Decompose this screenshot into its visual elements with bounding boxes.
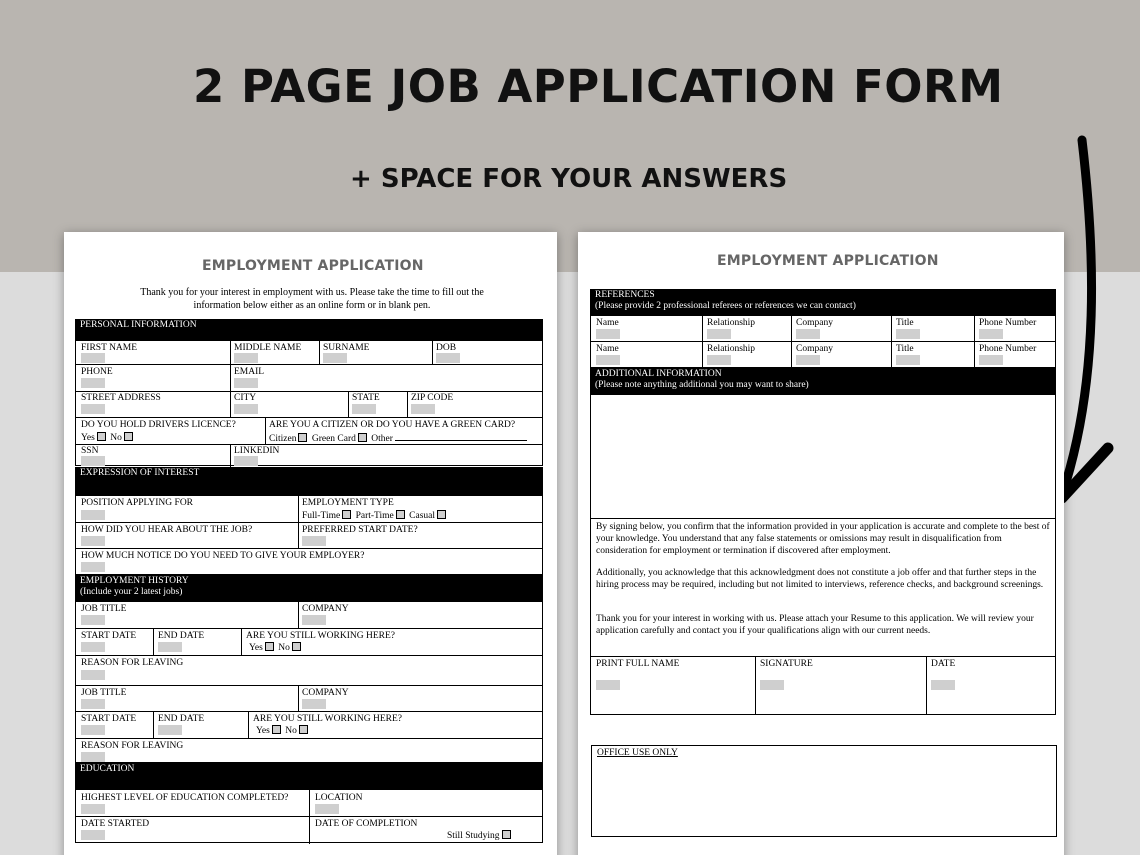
section-sublabel: (Include your 2 latest jobs) <box>80 587 183 597</box>
ssn-label: SSN <box>81 446 99 456</box>
casual-label: Casual <box>409 511 435 521</box>
position-field[interactable] <box>81 510 105 520</box>
start-date-1-label: START DATE <box>81 631 137 641</box>
ref-2-phone-field[interactable] <box>979 355 1003 365</box>
section-label: EDUCATION <box>80 764 135 774</box>
company-1-field[interactable] <box>302 615 326 625</box>
location-field[interactable] <box>315 804 339 814</box>
references-table <box>590 315 1056 368</box>
reason-leaving-2-field[interactable] <box>81 752 105 762</box>
location-label: LOCATION <box>315 793 363 803</box>
notice-label: HOW MUCH NOTICE DO YOU NEED TO GIVE YOUR EMPLOYER? <box>81 551 365 561</box>
state-field[interactable] <box>352 404 376 414</box>
hear-about-label: HOW DID YOU HEAR ABOUT THE JOB? <box>81 525 253 535</box>
yes-label: Yes <box>81 433 95 443</box>
job-title-1-label: JOB TITLE <box>81 604 127 614</box>
ref-1-phone-label: Phone Number <box>979 318 1037 328</box>
position-label: POSITION APPLYING FOR <box>81 498 194 508</box>
surname-field[interactable] <box>323 353 347 363</box>
no-label: No <box>110 433 122 443</box>
street-address-field[interactable] <box>81 404 105 414</box>
still-working-2-options <box>256 725 310 737</box>
street-address-label: STREET ADDRESS <box>81 393 161 403</box>
still-studying-option <box>447 830 513 842</box>
still-working-2-label: ARE YOU STILL WORKING HERE? <box>253 714 402 724</box>
city-label: CITY <box>234 393 257 403</box>
licence-question: DO YOU HOLD DRIVERS LICENCE? <box>81 420 236 430</box>
other-label: Other <box>371 434 393 444</box>
licence-yes-checkbox[interactable] <box>97 432 106 441</box>
highest-education-field[interactable] <box>81 804 105 814</box>
ref-2-title-label: Title <box>896 344 914 354</box>
employment-type-options <box>302 510 448 522</box>
ref-1-phone-field[interactable] <box>979 329 1003 339</box>
ref-1-title-label: Title <box>896 318 914 328</box>
still-working-1-label: ARE YOU STILL WORKING HERE? <box>246 631 395 641</box>
section-label: ADDITIONAL INFORMATION <box>595 369 722 379</box>
declaration-paragraph-2: Additionally, you acknowledge that this acknowledgment does not constitute a job offer and that further steps in the hiring process may be required, including but not limited to interviews, reference checks, and background screenings. <box>596 568 1044 590</box>
job-title-1-field[interactable] <box>81 615 105 625</box>
application-page-1 <box>64 232 557 855</box>
reason-leaving-1-label: REASON FOR LEAVING <box>81 658 184 668</box>
employment-type-label: EMPLOYMENT TYPE <box>302 498 394 508</box>
yes-label: Yes <box>249 643 263 653</box>
part-time-checkbox[interactable] <box>396 510 405 519</box>
date-completion-label: DATE OF COMPLETION <box>315 819 418 829</box>
office-use-box <box>591 745 1057 837</box>
subline: + SPACE FOR YOUR ANSWERS <box>350 164 788 194</box>
email-field[interactable] <box>234 378 258 388</box>
date-label: DATE <box>931 659 956 669</box>
section-sublabel: (Please note anything additional you may want to share) <box>595 380 809 390</box>
job-title-2-field[interactable] <box>81 699 105 709</box>
yes-label: Yes <box>256 726 270 736</box>
section-expression-of-interest <box>75 467 543 495</box>
company-2-field[interactable] <box>302 699 326 709</box>
ref-2-title-field[interactable] <box>896 355 920 365</box>
zip-code-label: ZIP CODE <box>411 393 454 403</box>
section-education <box>75 763 543 789</box>
start-date-1-field[interactable] <box>81 642 105 652</box>
citizen-options <box>269 432 527 445</box>
ref-1-name-field[interactable] <box>596 329 620 339</box>
date-started-field[interactable] <box>81 830 105 840</box>
full-time-checkbox[interactable] <box>342 510 351 519</box>
reason-leaving-2-label: REASON FOR LEAVING <box>81 741 184 751</box>
still-working-2-no-checkbox[interactable] <box>299 725 308 734</box>
no-label: No <box>285 726 297 736</box>
zip-code-field[interactable] <box>411 404 435 414</box>
section-label: REFERENCES <box>595 290 655 300</box>
section-label: EMPLOYMENT HISTORY <box>80 576 189 586</box>
section-additional-information <box>590 368 1056 394</box>
end-date-1-label: END DATE <box>158 631 205 641</box>
ref-1-title-field[interactable] <box>896 329 920 339</box>
declaration-paragraph-3: Thank you for your interest in working with us. Please attach your Resume to this application. We will review your application carefully and contact you if your qualifications align with our current needs. <box>596 614 1034 636</box>
ref-1-company-label: Company <box>796 318 833 328</box>
hear-about-field[interactable] <box>81 536 105 546</box>
phone-label: PHONE <box>81 367 113 377</box>
still-working-1-yes-checkbox[interactable] <box>265 642 274 651</box>
ref-1-relationship-label: Relationship <box>707 318 756 328</box>
additional-info-field[interactable] <box>591 395 1055 518</box>
city-field[interactable] <box>234 404 258 414</box>
section-employment-history <box>75 575 543 601</box>
ref-2-name-field[interactable] <box>596 355 620 365</box>
start-date-2-field[interactable] <box>81 725 105 735</box>
signature-field[interactable] <box>760 680 784 690</box>
middle-name-label: MIDDLE NAME <box>234 343 302 353</box>
email-label: EMAIL <box>234 367 265 377</box>
ref-2-name-label: Name <box>596 344 619 354</box>
still-studying-checkbox[interactable] <box>502 830 511 839</box>
citizen-label: Citizen <box>269 434 297 444</box>
still-studying-label: Still Studying <box>447 831 500 841</box>
ref-2-company-field[interactable] <box>796 355 820 365</box>
full-time-label: Full-Time <box>302 511 341 521</box>
page-title: EMPLOYMENT APPLICATION <box>202 258 424 274</box>
middle-name-field[interactable] <box>234 353 258 363</box>
section-label: EXPRESSION OF INTEREST <box>80 468 200 478</box>
personal-info-table <box>75 340 543 466</box>
ref-2-relationship-field[interactable] <box>707 355 731 365</box>
section-label: PERSONAL INFORMATION <box>80 320 197 330</box>
intro-text: Thank you for your interest in employment with us. Please take the time to fill out the information below either as an online form or in blank pen. <box>140 287 484 311</box>
other-field[interactable] <box>395 432 527 441</box>
dob-field[interactable] <box>436 353 460 363</box>
citizen-question: ARE YOU A CITIZEN OR DO YOU HAVE A GREEN CARD? <box>269 420 516 430</box>
ref-2-relationship-label: Relationship <box>707 344 756 354</box>
end-date-2-label: END DATE <box>158 714 205 724</box>
first-name-label: FIRST NAME <box>81 343 138 353</box>
headline: 2 PAGE JOB APPLICATION FORM <box>193 60 1004 113</box>
ref-1-name-label: Name <box>596 318 619 328</box>
company-2-label: COMPANY <box>302 688 349 698</box>
page-title: EMPLOYMENT APPLICATION <box>717 253 939 269</box>
application-page-2 <box>578 232 1064 855</box>
licence-options <box>81 432 135 444</box>
green-card-label: Green Card <box>311 434 356 444</box>
notice-field[interactable] <box>81 562 105 572</box>
print-name-label: PRINT FULL NAME <box>596 659 680 669</box>
linkedin-label: LINKEDIN <box>234 446 280 456</box>
date-field[interactable] <box>931 680 955 690</box>
green-card-checkbox[interactable] <box>358 433 367 442</box>
interest-table <box>75 495 543 575</box>
end-date-1-field[interactable] <box>158 642 182 652</box>
print-name-field[interactable] <box>596 680 620 690</box>
surname-label: SURNAME <box>323 343 370 353</box>
ssn-field[interactable] <box>81 456 105 466</box>
start-date-label: PREFERRED START DATE? <box>302 525 418 535</box>
ref-2-company-label: Company <box>796 344 833 354</box>
ref-1-relationship-field[interactable] <box>707 329 731 339</box>
date-started-label: DATE STARTED <box>81 819 150 829</box>
licence-no-checkbox[interactable] <box>124 432 133 441</box>
start-date-field[interactable] <box>302 536 326 546</box>
company-1-label: COMPANY <box>302 604 349 614</box>
linkedin-field[interactable] <box>234 456 258 466</box>
section-sublabel: (Please provide 2 professional referees or references we can contact) <box>595 301 856 311</box>
additional-and-declaration-box <box>590 394 1056 715</box>
still-working-1-no-checkbox[interactable] <box>292 642 301 651</box>
section-personal-information <box>75 319 543 340</box>
ref-2-phone-label: Phone Number <box>979 344 1037 354</box>
no-label: No <box>278 643 290 653</box>
phone-field[interactable] <box>81 378 105 388</box>
still-working-2-yes-checkbox[interactable] <box>272 725 281 734</box>
declaration-paragraph-1: By signing below, you confirm that the information provided in your application is accurate and complete to the best of your knowledge. You understand that any false statements or omissions may result in disqualification from consideration for employment or termination if discovered after employment. <box>596 522 1050 556</box>
end-date-2-field[interactable] <box>158 725 182 735</box>
signature-label: SIGNATURE <box>760 659 813 669</box>
ref-1-company-field[interactable] <box>796 329 820 339</box>
reason-leaving-1-field[interactable] <box>81 670 105 680</box>
start-date-2-label: START DATE <box>81 714 137 724</box>
citizen-checkbox[interactable] <box>298 433 307 442</box>
still-working-1-options <box>249 642 303 654</box>
education-table <box>75 789 543 843</box>
job-title-2-label: JOB TITLE <box>81 688 127 698</box>
casual-checkbox[interactable] <box>437 510 446 519</box>
employment-history-table <box>75 601 543 763</box>
office-use-label: OFFICE USE ONLY <box>597 748 678 758</box>
highest-education-label: HIGHEST LEVEL OF EDUCATION COMPLETED? <box>81 793 289 803</box>
section-references <box>590 289 1056 315</box>
first-name-field[interactable] <box>81 353 105 363</box>
state-label: STATE <box>352 393 380 403</box>
part-time-label: Part-Time <box>355 511 394 521</box>
dob-label: DOB <box>436 343 457 353</box>
